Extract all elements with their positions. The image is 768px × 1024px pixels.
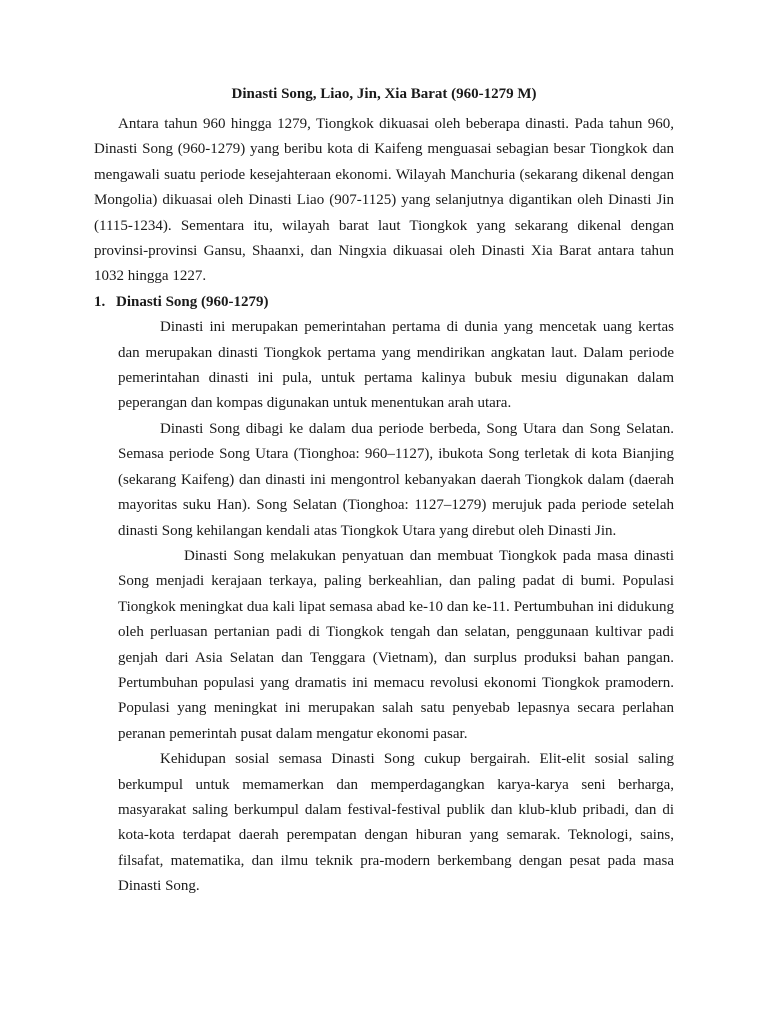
- document-title: Dinasti Song, Liao, Jin, Xia Barat (960-1279 M): [231, 86, 537, 102]
- section-paragraph-3: Dinasti Song melakukan penyatuan dan membuat Tiongkok pada masa dinasti Song menjadi kerajaan terkaya, paling berkeahlian, dan paling padat di bumi. Populasi Tiongkok meningkat dua kali lipat semasa abad ke-10 dan ke-11. Pertumbuhan ini didukung oleh perluasan pertanian padi di Tiongkok tengah dan selatan, penggunaan kultivar padi genjah dari Asia Selatan dan Tenggara (Vietnam), dan surplus produksi bahan pangan. Pertumbuhan populasi yang dramatis ini memacu revolusi ekonomi Tiongkok pramodern. Populasi yang meningkat ini merupakan salah satu penyebab lepasnya secara perlahan peranan pemerintah pusat dalam mengatur ekonomi pasar.: [118, 547, 674, 742]
- section-body: [94, 315, 674, 899]
- section-title: Dinasti Song (960-1279): [116, 293, 269, 310]
- section-heading: [94, 290, 674, 315]
- section-paragraph-4: Kehidupan sosial semasa Dinasti Song cukup bergairah. Elit-elit sosial saling berkumpul untuk memamerkan dan memperdagangkan karya-karya seni berharga, masyarakat saling berkumpul dalam festival-festival publik dan klub-klub pribadi, dan di kota-kota terdapat daerah perempatan dengan hiburan yang semarak. Teknologi, sains, filsafat, matematika, dan ilmu teknik pra-modern berkembang dengan pesat pada masa Dinasti Song.: [118, 751, 674, 895]
- intro-paragraph: Antara tahun 960 hingga 1279, Tiongkok dikuasai oleh beberapa dinasti. Pada tahun 960, Dinasti Song (960-1279) yang beribu kota di Kaifeng menguasai sebagian besar Tiongkok dan mengawali suatu periode kesejahteraan ekonomi. Wilayah Manchuria (sekarang dikenal dengan Mongolia) dikuasai oleh Dinasti Liao (907-1125) yang selanjutnya digantikan oleh Dinasti Jin (1115-1234). Sementara itu, wilayah barat laut Tiongkok yang sekarang dikenal dengan provinsi-provinsi Gansu, Shaanxi, dan Ningxia dikuasai oleh Dinasti Xia Barat antara tahun 1032 hingga 1227.: [94, 116, 674, 285]
- section-paragraph-2: Dinasti Song dibagi ke dalam dua periode berbeda, Song Utara dan Song Selatan. Semasa periode Song Utara (Tionghoa: 960–1127), ibukota Song terletak di kota Bianjing (sekarang Kaifeng) dan dinasti ini mengontrol kebanyakan daerah Tiongkok dalam (daerah mayoritas suku Han). Song Selatan (Tionghoa: 1127–1279) merujuk pada periode setelah dinasti Song kehilangan kendali atas Tiongkok Utara yang direbut oleh Dinasti Jin.: [118, 420, 674, 539]
- section-paragraph-1: Dinasti ini merupakan pemerintahan pertama di dunia yang mencetak uang kertas dan merupakan dinasti Tiongkok pertama yang mendirikan angkatan laut. Dalam periode pemerintahan dinasti ini pula, untuk pertama kalinya bubuk mesiu digunakan dalam peperangan dan kompas digunakan untuk menentukan arah utara.: [118, 319, 674, 412]
- section-number: 1.: [94, 293, 106, 310]
